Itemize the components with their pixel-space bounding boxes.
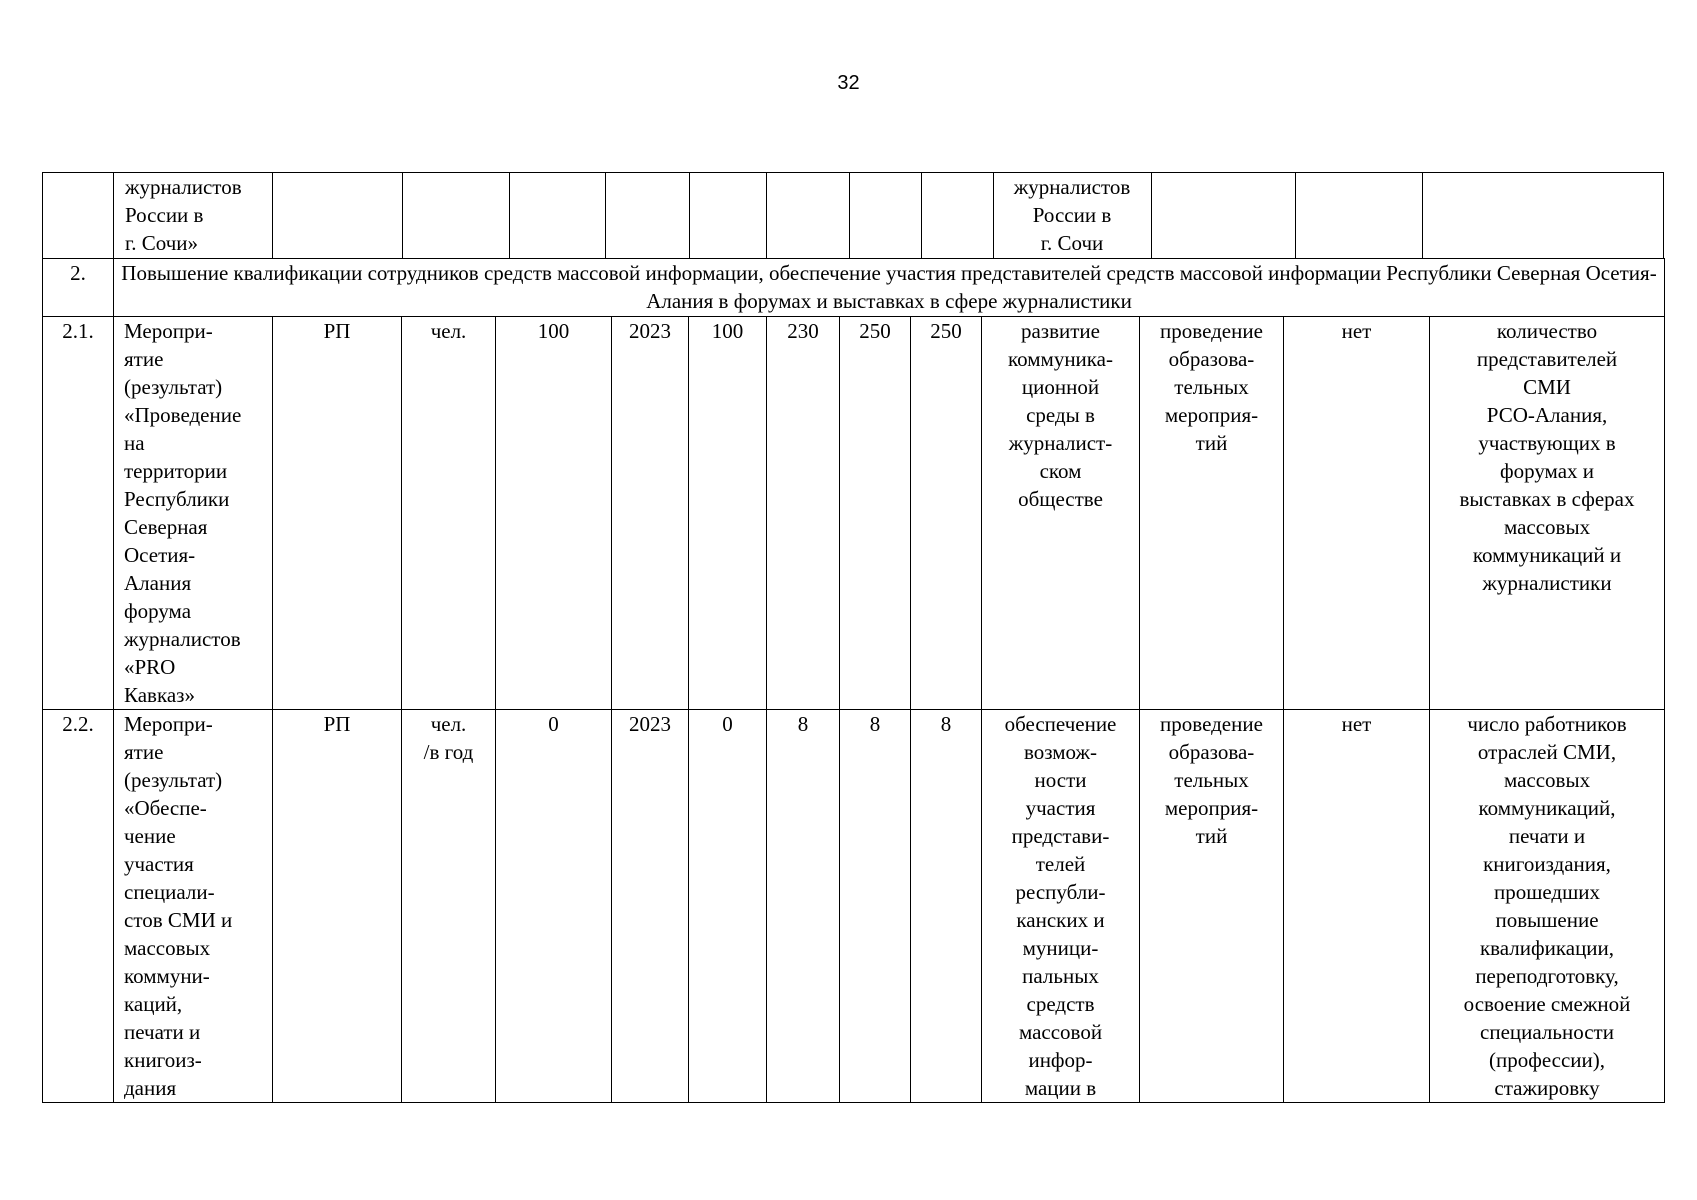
- col-divider: [402, 173, 403, 258]
- characteristic: развитие коммуника- ционной среды в журналист- ском обществе: [982, 317, 1140, 710]
- col-divider: [1422, 173, 1423, 258]
- measure-type: проведение образова- тельных мероприя- тий: [1140, 710, 1284, 1103]
- page-number: 32: [837, 72, 860, 94]
- continued-result: журналистов России в г. Сочи: [1013, 175, 1131, 255]
- col-divider: [509, 173, 510, 258]
- measures-table: [42, 258, 1665, 1103]
- link: нет: [1284, 710, 1430, 1103]
- measure-type: проведение образова- тельных мероприя- тий: [1140, 317, 1284, 710]
- row-number: 2.1.: [43, 317, 114, 710]
- indicator: число работников отраслей СМИ, массовых коммуникаций, печати и книгоиздания, прошедших повышение квалификации, переподготовку, освоение смежной специальности (профессии), стажировку: [1430, 710, 1665, 1103]
- col-divider: [689, 173, 690, 258]
- section-title: Повышение квалификации сотрудников средств массовой информации, обеспечение участия представителей средств массовой информации Республики Северная Осетия-Алания в форумах и выставках в сфере журналистики: [114, 259, 1665, 317]
- indicator: количество представителей СМИ РСО-Алания, участвующих в форумах и выставках в сферах массовых коммуникаций и журналистики: [1430, 317, 1665, 710]
- level: РП: [273, 710, 402, 1103]
- base-year: 2023: [612, 710, 689, 1103]
- col-divider: [113, 173, 114, 258]
- section-number: 2.: [43, 259, 114, 317]
- col-divider: [272, 173, 273, 258]
- characteristic: обеспечение возмож- ности участия представи- телей республи- канских и муници- пальных средств массовой инфор- мации в: [982, 710, 1140, 1103]
- col-divider: [849, 173, 850, 258]
- table-row: [43, 317, 1665, 710]
- value-1: 100: [689, 317, 767, 710]
- value-4: 8: [911, 710, 982, 1103]
- unit: чел. /в год: [402, 710, 496, 1103]
- value-1: 0: [689, 710, 767, 1103]
- col-divider: [605, 173, 606, 258]
- col-divider: [1151, 173, 1152, 258]
- section-row: [43, 259, 1665, 317]
- level: РП: [273, 317, 402, 710]
- base-value: 0: [496, 710, 612, 1103]
- col-divider: [921, 173, 922, 258]
- value-3: 8: [840, 710, 911, 1103]
- measure-name: Меропри- ятие (результат) «Обеспе- чение участия специали- стов СМИ и массовых коммуни- каций, печати и книгоиз- дания: [114, 710, 273, 1103]
- value-3: 250: [840, 317, 911, 710]
- value-4: 250: [911, 317, 982, 710]
- continued-row: [42, 172, 1664, 258]
- col-divider: [1295, 173, 1296, 258]
- value-2: 230: [767, 317, 840, 710]
- base-value: 100: [496, 317, 612, 710]
- row-number: 2.2.: [43, 710, 114, 1103]
- table-row: [43, 710, 1665, 1103]
- base-year: 2023: [612, 317, 689, 710]
- link: нет: [1284, 317, 1430, 710]
- unit: чел.: [402, 317, 496, 710]
- measure-name: Меропри- ятие (результат) «Проведение на территории Республики Северная Осетия- Алания форума журналистов «PRO Кавказ»: [114, 317, 273, 710]
- value-2: 8: [767, 710, 840, 1103]
- continued-name: журналистов России в г. Сочи»: [125, 175, 242, 255]
- col-divider: [766, 173, 767, 258]
